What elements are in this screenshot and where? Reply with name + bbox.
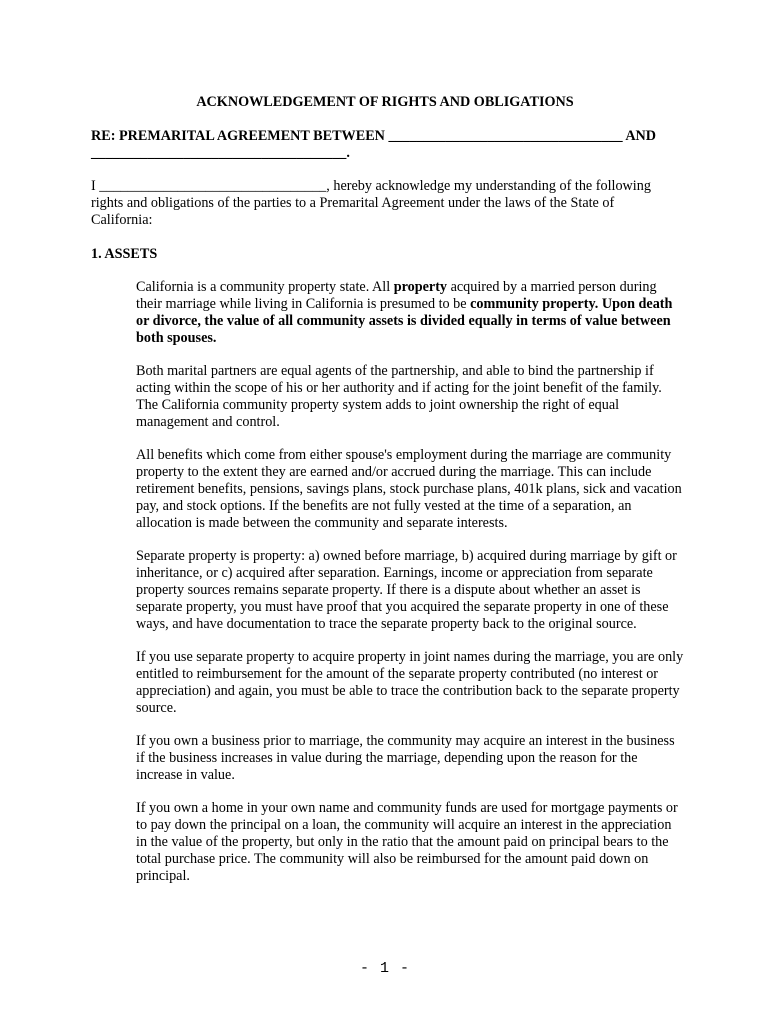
paragraph-community-property [136,279,684,347]
page-number: - 1 - [359,960,410,977]
re-line [91,128,676,162]
para1-bold-property: property [393,279,448,295]
paragraph-separate-property: Separate property is property: a) owned before marriage, b) acquired during marriage by gift or inheritance, or c) acquired after separation. Earnings, income or appreciation from separate property sources remains separate property. If there is a dispute about whether an asset is separate property, you must have proof that you acquired the separate property in one of these ways, and have documentation to trace the separate property back to the original source. [136,548,677,632]
re-line-1: RE: PREMARITAL AGREEMENT BETWEEN _________________________________ AND [91,128,657,144]
para1-text-c: acquired by a married person during their marriage while living in California is presumed to be [136,279,657,312]
paragraph-home: If you own a home in your own name and community funds are used for mortgage payments or to pay down the principal on a loan, the community will acquire an interest in the appreciation in the value of the property, but only in the ratio that the amount paid on principal bears to the total purchase price. The community will also be reimbursed for the amount paid down on principal. [136,800,678,884]
document-title: ACKNOWLEDGEMENT OF RIGHTS AND OBLIGATIONS [196,94,574,110]
para1-text-a: California is a community property state. All [136,279,394,295]
paragraph-joint-names: If you use separate property to acquire property in joint names during the marriage, you are only entitled to reimbursement for the amount of the separate property contributed (no interest or appreciation) and again, you must be able to trace the contribution back to the separate property source. [136,649,684,716]
intro-paragraph: I ________________________________, hereby acknowledge my understanding of the following rights and obligations of the parties to a Premarital Agreement under the laws of the State of California: [91,178,651,228]
paragraph-employment-benefits: All benefits which come from either spouse's employment during the marriage are community property to the extent they are earned and/or accrued during the marriage. This can include retirement benefits, pensions, savings plans, stock purchase plans, 401k plans, sick and vacation pay, and stock options. If the benefits are not fully vested at the time of a separation, an allocation is made between the community and separate interests. [136,447,682,531]
re-line-2: ____________________________________. [91,145,350,161]
paragraph-business: If you own a business prior to marriage, the community may acquire an interest in the business if the business increases in value during the marriage, depending upon the reason for the increase in value. [136,733,675,783]
para1-bold-community: community property. Upon death or divorce, the value of all community assets is divided equally in terms of value between both spouses. [136,296,673,346]
paragraph-equal-agents: Both marital partners are equal agents of the partnership, and able to bind the partnership if acting within the scope of his or her authority and if acting for the joint benefit of the family. The California community property system adds to joint ownership the right of equal management and control. [136,363,662,430]
section-heading-assets: 1. ASSETS [91,246,158,262]
